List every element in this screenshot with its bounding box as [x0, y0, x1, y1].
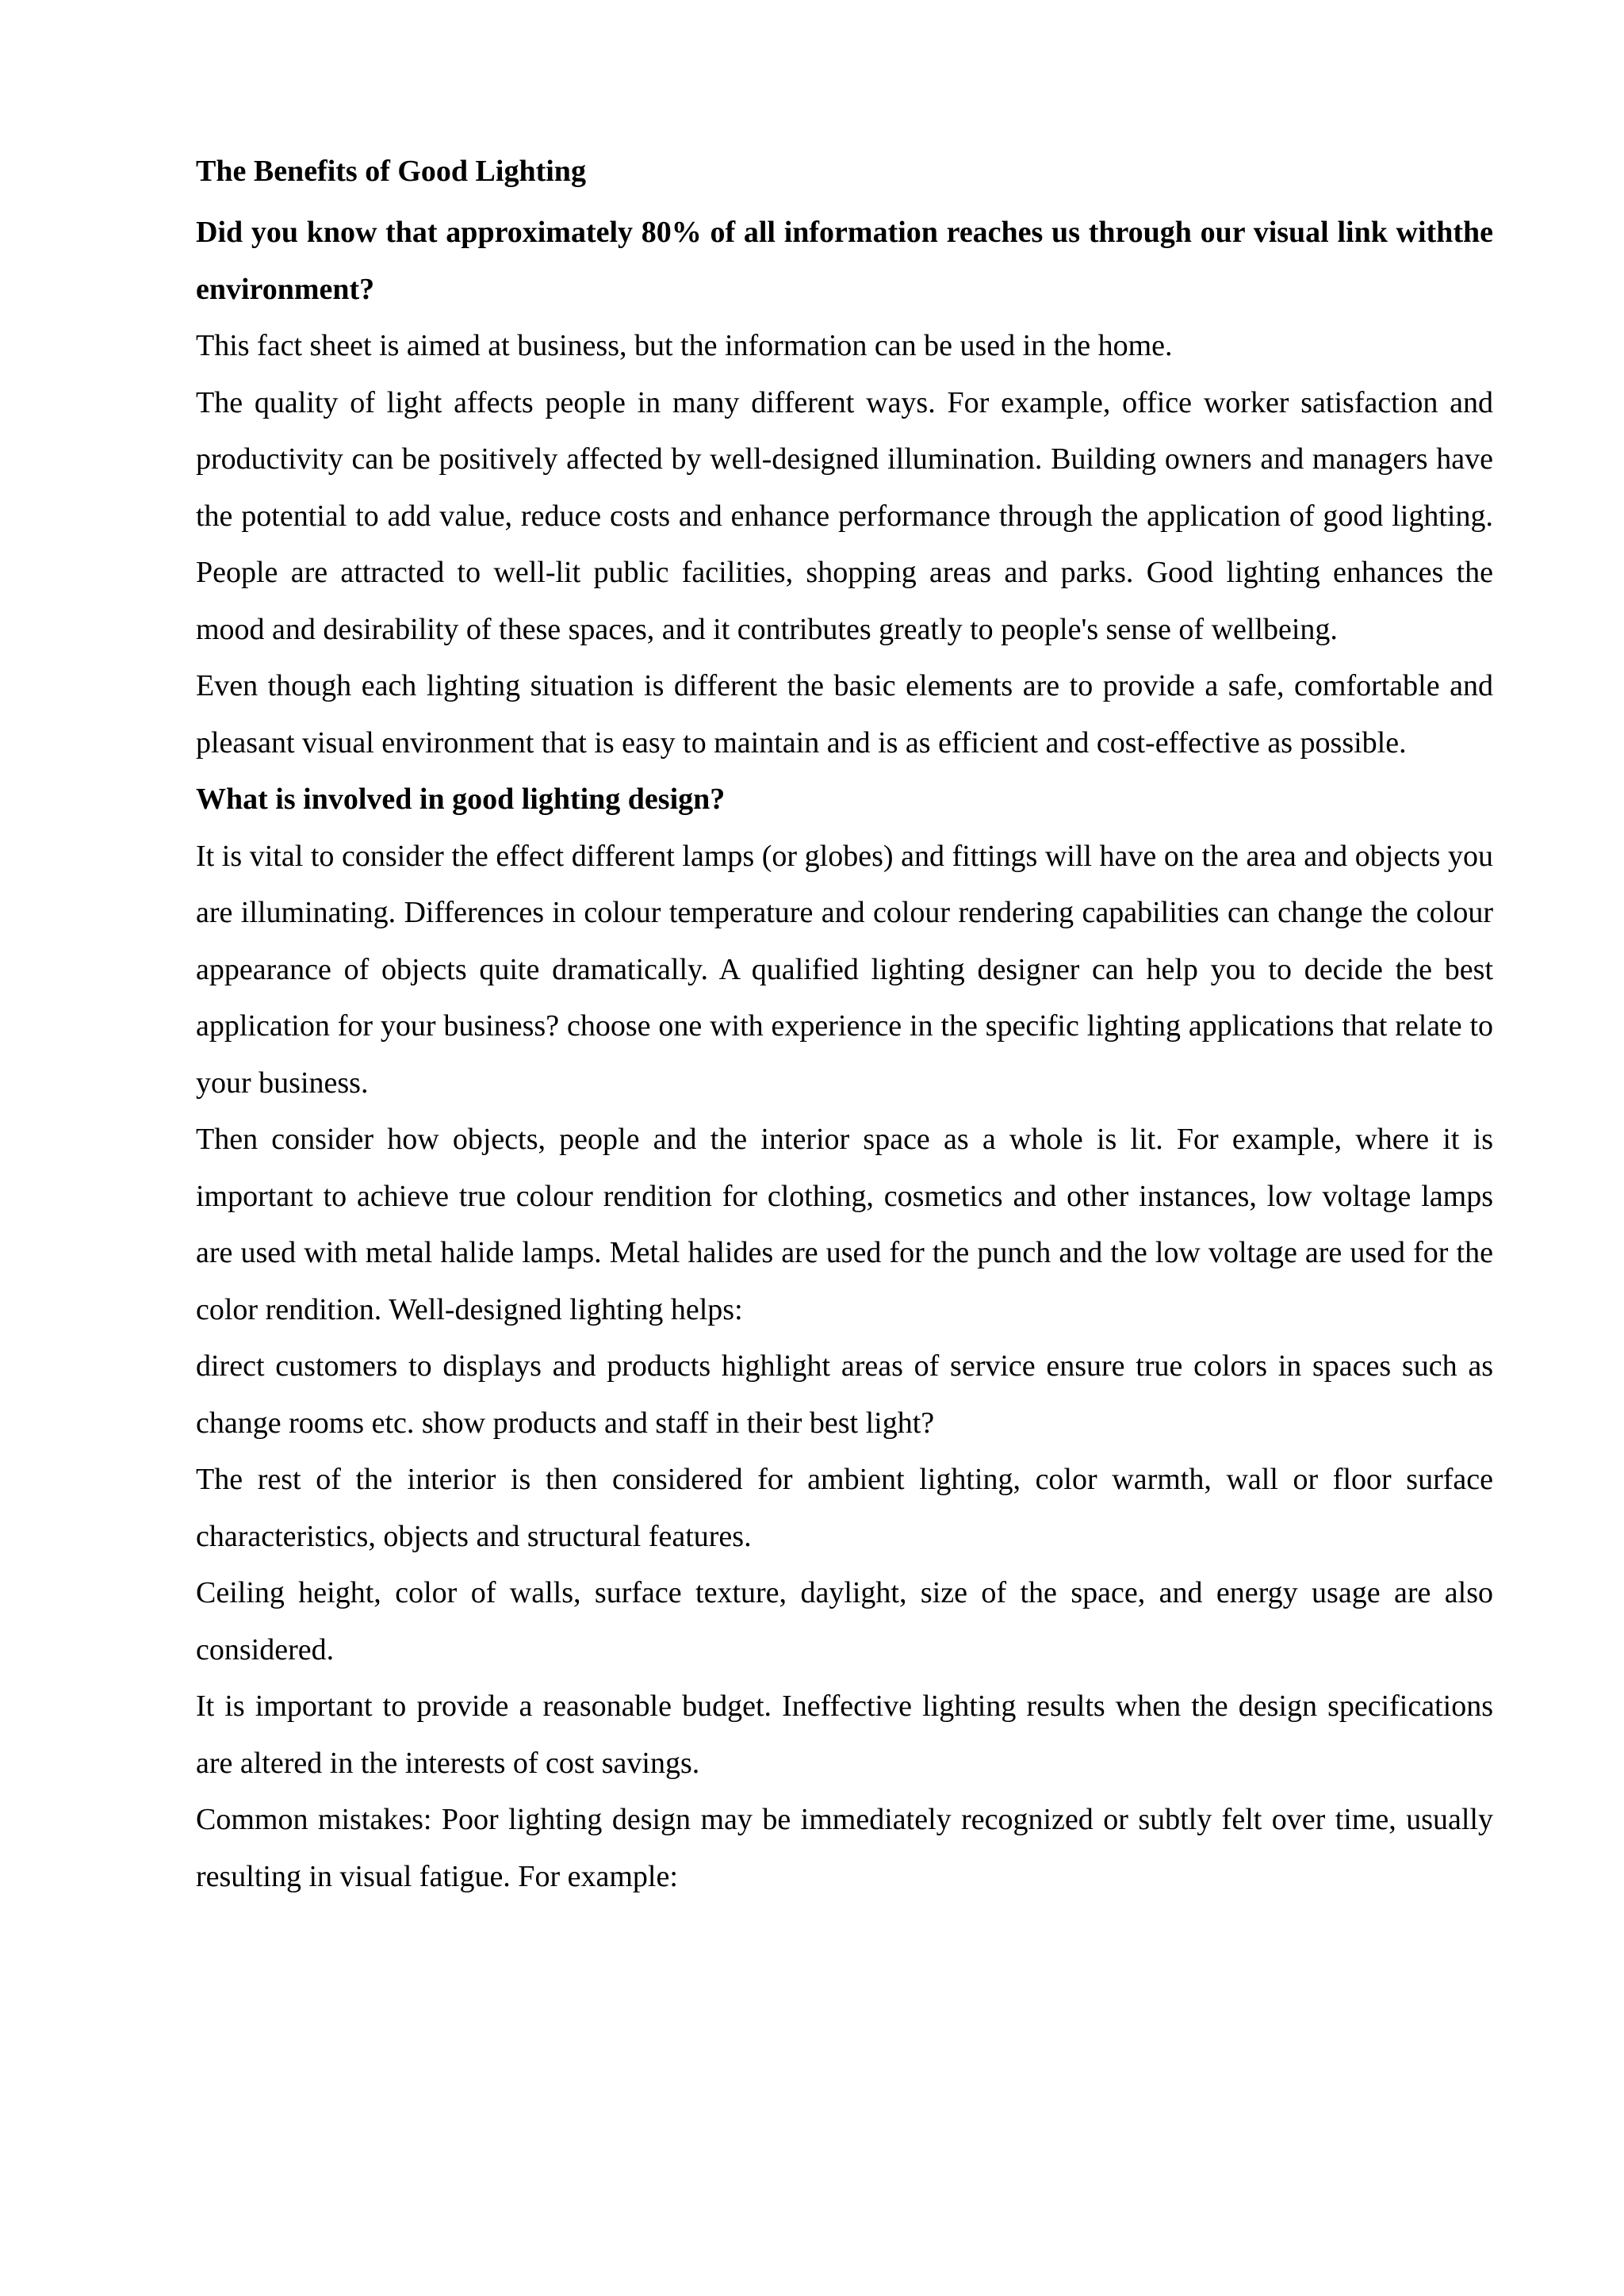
- section-heading: What is involved in good lighting design?: [196, 783, 726, 816]
- paragraph: This fact sheet is aimed at business, but the information can be used in the home.: [196, 329, 1173, 362]
- paragraph: The rest of the interior is then considered for ambient lighting, color warmth, wall or floor surface characteristics, objects and structural features.: [196, 1463, 1493, 1553]
- document-title: The Benefits of Good Lighting: [196, 155, 586, 188]
- paragraph: Even though each lighting situation is different the basic elements are to provide a safe, comfortable and pleasant visual environment that is easy to maintain and is as efficient and cost-effective as possible.: [196, 669, 1493, 760]
- paragraph: It is vital to consider the effect different lamps (or globes) and fittings will have on the area and objects you are illuminating. Differences in colour temperature and colour rendering capabilities can change the colour appearance of objects quite dramatically. A qualified lighting designer can help you to decide the best application for your business? choose one with experience in the specific lighting applications that relate to your business.: [196, 839, 1493, 1100]
- paragraph: direct customers to displays and products highlight areas of service ensure true colors in spaces such as change rooms etc. show products and staff in their best light?: [196, 1349, 1493, 1440]
- paragraph: It is important to provide a reasonable budget. Ineffective lighting results when the design specifications are altered in the interests of cost savings.: [196, 1689, 1493, 1780]
- document-page: [196, 149, 1493, 1905]
- paragraph: Ceiling height, color of walls, surface texture, daylight, size of the space, and energy usage are also considered.: [196, 1576, 1493, 1667]
- lead-question: Did you know that approximately 80% of all information reaches us through our visual link withthe environment?: [196, 216, 1493, 306]
- paragraph: The quality of light affects people in many different ways. For example, office worker satisfaction and productivity can be positively affected by well-designed illumination. Building owners and managers have the potential to add value, reduce costs and enhance performance through the application of good lighting. People are attracted to well-lit public facilities, shopping areas and parks. Good lighting enhances the mood and desirability of these spaces, and it contributes greatly to people's sense of wellbeing.: [196, 385, 1493, 646]
- paragraph: Then consider how objects, people and the interior space as a whole is lit. For example, where it is important to achieve true colour rendition for clothing, cosmetics and other instances, low voltage lamps are used with metal halide lamps. Metal halides are used for the punch and the low voltage are used for the color rendition. Well-designed lighting helps:: [196, 1123, 1493, 1326]
- paragraph: Common mistakes: Poor lighting design may be immediately recognized or subtly felt over time, usually resulting in visual fatigue. For example:: [196, 1803, 1493, 1893]
